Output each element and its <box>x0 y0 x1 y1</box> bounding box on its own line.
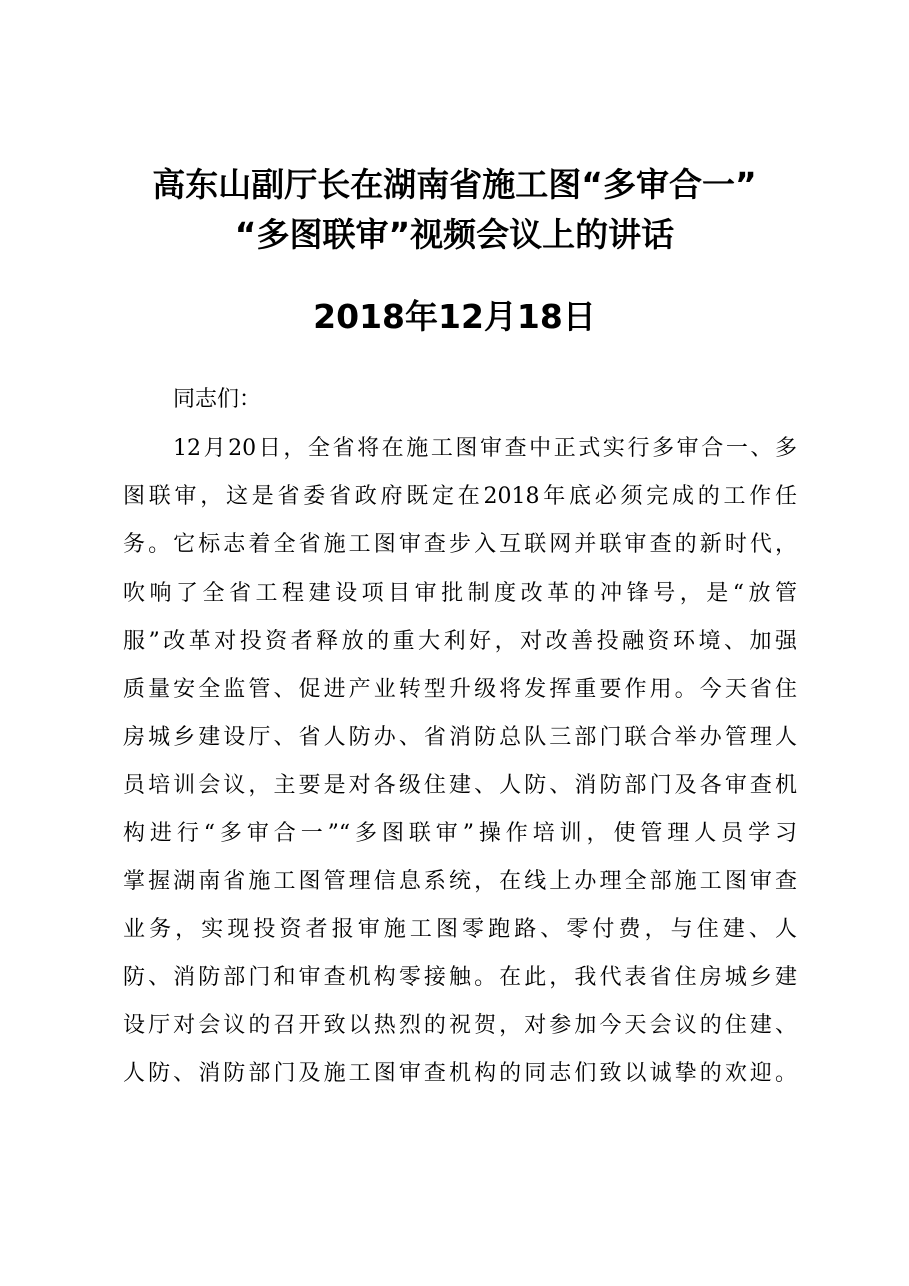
paragraph-line: 员培训会议，主要是对各级住建、人防、消防部门及各审查机 <box>123 773 797 798</box>
paragraph-line: 务。它标志着全省施工图审查步入互联网并联审查的新时代， <box>123 532 797 557</box>
paragraph-line: 设厅对会议的召开致以热烈的祝贺，对参加今天会议的住建、 <box>123 1013 797 1038</box>
title-line-2: “多图联审”视频会议上的讲话 <box>234 215 675 254</box>
paragraph-line: 12月20日，全省将在施工图审查中正式实行多审合一、多 <box>173 436 797 461</box>
paragraph-line: 构进行“多审合一”“多图联审”操作培训，使管理人员学习 <box>123 821 797 846</box>
paragraph-line: 房城乡建设厅、省人防办、省消防总队三部门联合举办管理人 <box>123 725 797 750</box>
speech-date: 2018年12月18日 <box>313 297 596 336</box>
paragraph-line: 服”改革对投资者释放的重大利好，对改善投融资环境、加强 <box>123 629 797 654</box>
paragraph-line: 图联审，这是省委省政府既定在2018年底必须完成的工作任 <box>123 484 797 509</box>
salutation: 同志们： <box>173 387 262 412</box>
paragraph-line: 掌握湖南省施工图管理信息系统，在线上办理全部施工图审查 <box>123 869 797 894</box>
paragraph-line: 吹响了全省工程建设项目审批制度改革的冲锋号，是“放管 <box>123 581 797 606</box>
paragraph-line: 人防、消防部门及施工图审查机构的同志们致以诚挚的欢迎。 <box>123 1061 797 1086</box>
paragraph-line: 防、消防部门和审查机构零接触。在此，我代表省住房城乡建 <box>123 965 797 990</box>
paragraph-line: 业务，实现投资者报审施工图零跑路、零付费，与住建、人 <box>123 917 797 942</box>
title-line-1: 高东山副厅长在湖南省施工图“多审合一” <box>152 165 757 204</box>
paragraph-line: 质量安全监管、促进产业转型升级将发挥重要作用。今天省住 <box>123 677 797 702</box>
